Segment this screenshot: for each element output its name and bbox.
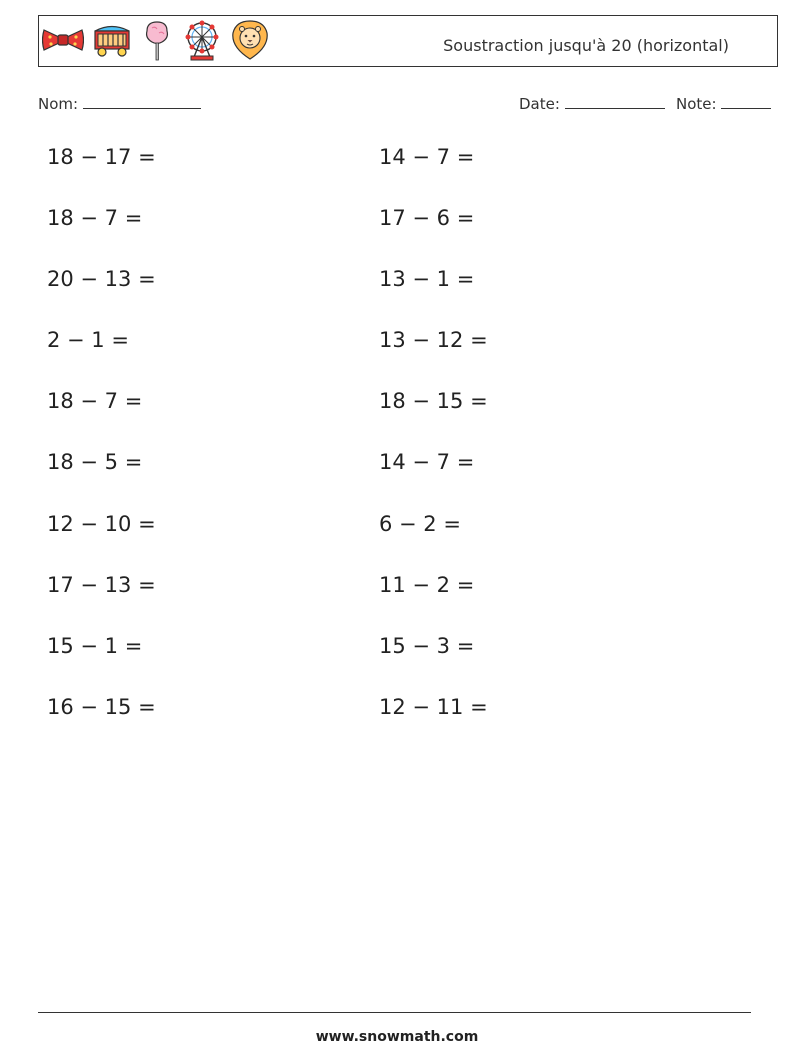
- date-blank[interactable]: [565, 94, 665, 109]
- problem: 13 − 12 =: [379, 328, 488, 353]
- cotton-candy-icon: [140, 18, 174, 66]
- problem: 18 − 17 =: [47, 145, 156, 169]
- worksheet-header: [38, 15, 778, 67]
- problem: 12 − 10 =: [47, 511, 156, 536]
- header-icons: [42, 21, 278, 63]
- problem: 20 − 13 =: [47, 267, 156, 292]
- problem: 17 − 6 =: [379, 206, 475, 231]
- problem: 16 − 15 =: [47, 694, 156, 719]
- ferris-wheel-icon: [182, 19, 222, 65]
- problem: 2 − 1 =: [47, 328, 129, 353]
- problem-grid: [47, 145, 647, 756]
- problem: 6 − 2 =: [379, 511, 461, 536]
- lion-icon: [230, 19, 270, 65]
- name-field[interactable]: [38, 94, 201, 113]
- problem: 14 − 7 =: [379, 450, 475, 475]
- footer-url: www.snowmath.com: [315, 1029, 479, 1045]
- problem: 18 − 5 =: [47, 450, 143, 475]
- note-blank[interactable]: [721, 94, 771, 109]
- circus-wagon-icon: [92, 21, 132, 63]
- footer-divider: [38, 1012, 751, 1013]
- problem: 11 − 2 =: [379, 572, 475, 597]
- note-field[interactable]: [676, 94, 771, 113]
- problem: 13 − 1 =: [379, 267, 475, 292]
- date-label: Date:: [519, 95, 560, 113]
- problem: 18 − 7 =: [47, 206, 143, 231]
- name-blank[interactable]: [83, 94, 201, 109]
- problem: 18 − 15 =: [379, 389, 488, 414]
- note-label: Note:: [676, 95, 717, 113]
- problem: 14 − 7 =: [379, 145, 475, 169]
- problem: 12 − 11 =: [379, 694, 488, 719]
- bow-tie-icon: [42, 25, 84, 59]
- date-field[interactable]: [519, 94, 665, 113]
- problem: 15 − 1 =: [47, 633, 143, 658]
- name-label: Nom:: [38, 95, 79, 113]
- problem: 17 − 13 =: [47, 572, 156, 597]
- worksheet-title: Soustraction jusqu'à 20 (horizontal): [443, 36, 729, 55]
- problem: 18 − 7 =: [47, 389, 143, 414]
- problem: 15 − 3 =: [379, 633, 475, 658]
